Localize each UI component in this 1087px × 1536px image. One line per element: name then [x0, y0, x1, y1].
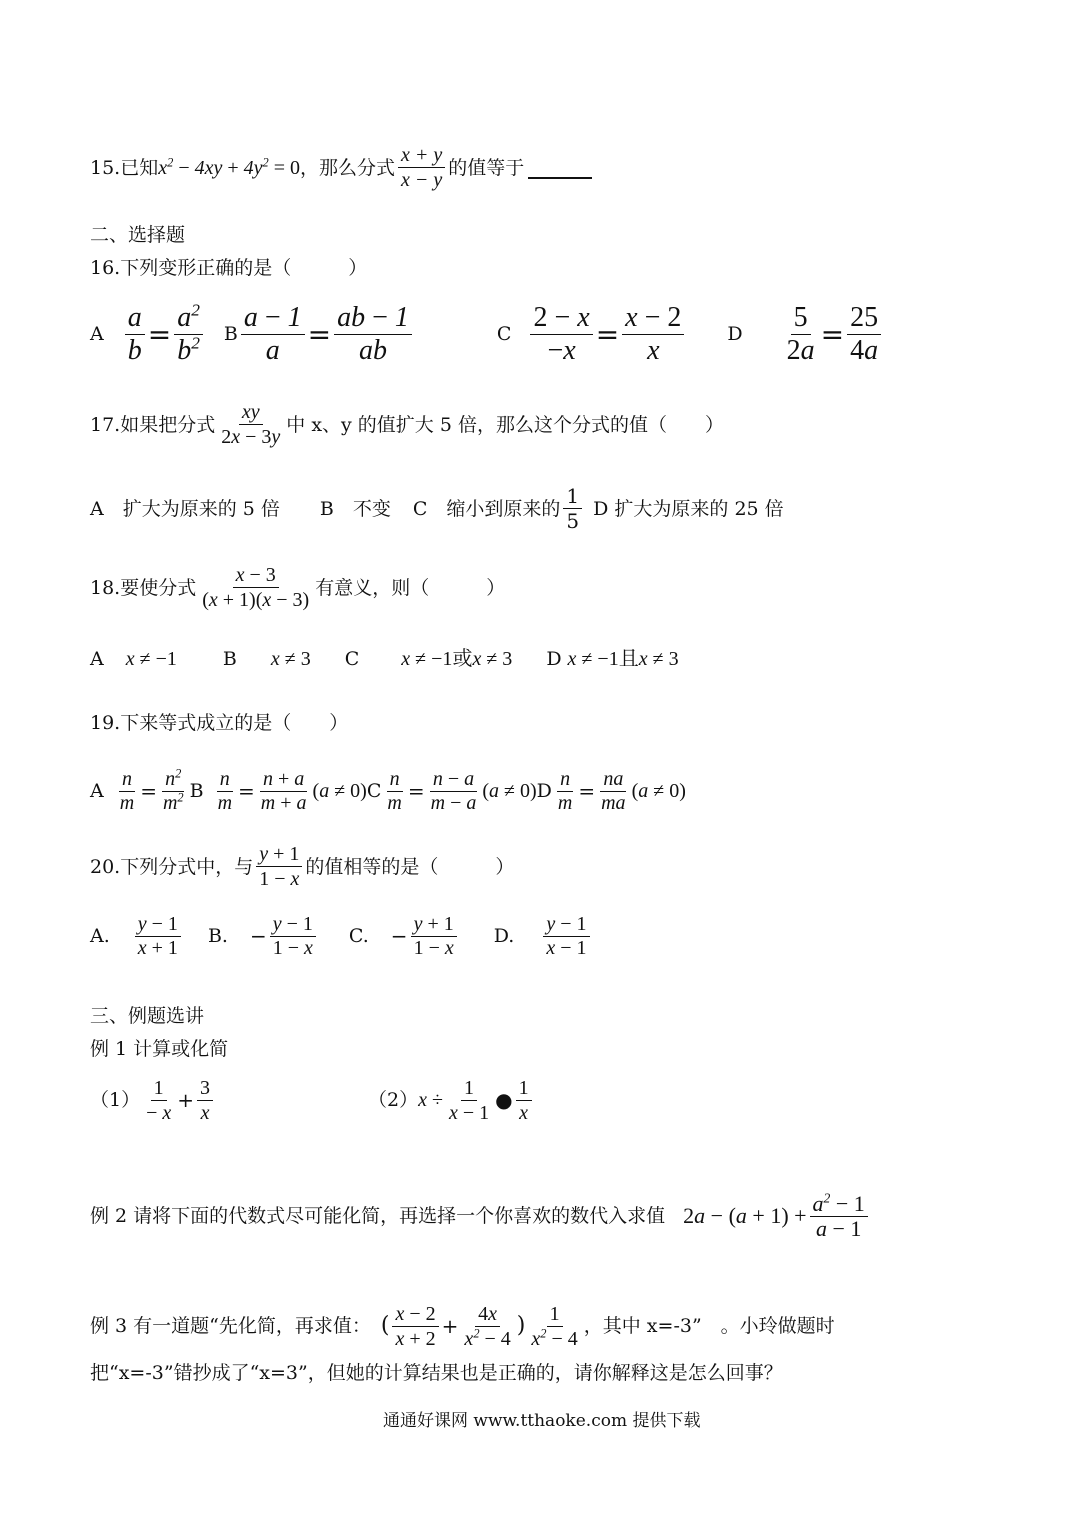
ex3-post: ，其中 x=-3” 。小玲做题时	[583, 1315, 835, 1337]
ex1-part2-label: （2）	[368, 1089, 419, 1111]
q17-option-b: B 不变	[319, 497, 391, 520]
q16-d-right: $\frac{25}{4a}$	[847, 302, 881, 367]
q18-label-c: C	[344, 648, 360, 670]
q16-label-b: B	[223, 323, 238, 345]
q16-b-left: $\frac{a - 1}{a}$	[241, 302, 305, 367]
q16-c-left: $\frac{2 - x}{-x}$	[530, 302, 592, 367]
q18-stem-pre: 18.要使分式	[90, 576, 197, 599]
q17-fraction: $\frac{xy}{2x - 3y}$	[221, 401, 281, 448]
ex2-text: 例 2 请将下面的代数式尽可能化简，再选择一个你喜欢的数代入求值	[90, 1205, 666, 1227]
q18-label-a: A	[90, 648, 104, 670]
q20-options: A. $\frac{y - 1}{x + 1}$ B. − $\frac{y - 1}{1 - x}$ C. − $\frac{y + 1}{1 - x}$ D. $\frac{y - 1}{x - 1}$	[90, 906, 593, 966]
q16-a-left: $\frac{a}{b}$	[125, 302, 145, 367]
q17-stem-pre: 17.如果把分式	[90, 413, 216, 436]
q20-fraction: $\frac{y + 1}{1 - x}$	[256, 842, 302, 891]
q18-label-b: B	[222, 648, 237, 670]
q17-one-fifth: $\frac{1}{5}$	[563, 484, 582, 533]
q19-label-c: C	[366, 780, 382, 802]
q16-label-d: D	[727, 323, 743, 345]
q15-suffix: 的值等于	[448, 156, 525, 179]
q15-prefix: 15.已知	[90, 156, 159, 179]
q19-label-b: B	[189, 780, 204, 802]
q16-label-a: A	[90, 323, 104, 345]
q18-label-d: D	[546, 648, 562, 670]
q18-option-d: x ≠ −1且x ≠ 3	[567, 648, 679, 670]
q15-equation: $x^2 - 4xy + 4y^2 = 0$	[158, 154, 301, 179]
q20-label-c: C.	[348, 925, 369, 947]
question-15	[90, 143, 592, 192]
q19-label-a: A	[90, 780, 104, 802]
q17-stem-post: 中 x、y 的值扩大 5 倍，那么这个分式的值（ ）	[286, 413, 724, 436]
q17-options	[90, 484, 784, 533]
question-20	[90, 842, 514, 891]
question-17	[90, 400, 724, 449]
example-1-part-2: （2） x ÷ $\frac{1}{x - 1}$ ● $\frac{1}{x}$	[368, 1070, 535, 1130]
q17-option-d: D 扩大为原来的 25 倍	[593, 497, 784, 520]
example-1-title: 例 1 计算或化简	[90, 1038, 229, 1060]
q20-stem-post: 的值相等的是（ ）	[305, 855, 515, 878]
q18-stem-post: 有意义，则（ ）	[315, 576, 506, 599]
q18-option-b: x ≠ 3	[270, 648, 311, 670]
q15-mid: ，那么分式	[300, 156, 396, 179]
ex3-pre: 例 3 有一道题“先化简，再求值：	[90, 1315, 371, 1337]
example-3: 例 3 有一道题“先化简，再求值： ( $\frac{x - 2}{x + 2}$ + $\frac{4x}{x^2 - 4}$ ) $\frac{1}{x^2 - 4}$ ，其中 x=-3” 。小玲做题时	[90, 1302, 835, 1350]
q18-fraction: $\frac{x - 3}{(x + 1)(x - 3)}$	[202, 564, 310, 611]
q17-option-c: C 缩小到原来的	[412, 497, 561, 520]
q19-label-d: D	[536, 780, 552, 802]
q20-label-a: A.	[90, 925, 110, 947]
question-18	[90, 563, 505, 612]
q18-option-c: x ≠ −1或x ≠ 3	[401, 648, 513, 670]
q17-option-a: A 扩大为原来的 5 倍	[90, 497, 280, 520]
q19-options: A $\frac{n}{m}$ = $\frac{n^2}{m^2}$ B $\frac{n}{m}$ = $\frac{n + a}{m + a}$ (a ≠ 0) C $\frac{n}{m}$ = $\frac{n - a}{m - a}$ (a ≠ 0) D $\frac{n}{m}$ = $\frac{na}{ma}$ (a ≠ 0)	[90, 765, 686, 814]
q18-option-a: x ≠ −1	[125, 648, 177, 670]
ex2-expression: 2a − (a + 1) +	[683, 1203, 807, 1228]
q20-stem-pre: 20.下列分式中，与	[90, 855, 254, 878]
q16-d-left: $\frac{5}{2a}$	[786, 301, 815, 366]
section-2-heading: 二、选择题	[90, 224, 186, 246]
q16-options: A $\frac{a}{b}$ = $\frac{a^2}{b^2}$ B $\frac{a - 1}{a}$ = $\frac{ab - 1}{ab}$ C $\frac{2 - x}{-x}$ = $\frac{x - 2}{x}$ D $\frac{5}{2a}$ = $\frac{25}{4a}$	[90, 288, 884, 380]
q16-label-c: C	[496, 323, 512, 345]
q19-stem: 19.下来等式成立的是（ ）	[90, 712, 349, 734]
q18-options	[90, 647, 679, 671]
page-footer: 通通好课网 www.tthaoke.com 提供下载	[383, 1411, 701, 1431]
q16-stem: 16.下列变形正确的是（ ）	[90, 257, 368, 279]
q20-label-b: B.	[207, 925, 228, 947]
section-3-heading: 三、例题选讲	[90, 1005, 205, 1027]
q16-c-right: $\frac{x - 2}{x}$	[622, 302, 684, 367]
example-1-part-1: （1） $\frac{1}{- x}$ + $\frac{3}{x}$	[90, 1070, 216, 1130]
q16-a-right: $\frac{a^2}{b^2}$	[174, 302, 203, 367]
answer-blank	[528, 157, 592, 179]
example-2: 例 2 请将下面的代数式尽可能化简，再选择一个你喜欢的数代入求值 2a − (a + 1) + $\frac{a^2 - 1}{a - 1}$	[90, 1186, 871, 1246]
ex3-line-2: 把“x=-3”错抄成了“x=3”，但她的计算结果也是正确的，请你解释这是怎么回事？	[90, 1362, 783, 1384]
q15-fraction: $\frac{x + y}{x - y}$	[398, 143, 445, 192]
q20-label-d: D.	[493, 925, 515, 947]
q16-b-right: $\frac{ab - 1}{ab}$	[334, 302, 412, 367]
ex1-part1-label: （1）	[90, 1089, 141, 1111]
